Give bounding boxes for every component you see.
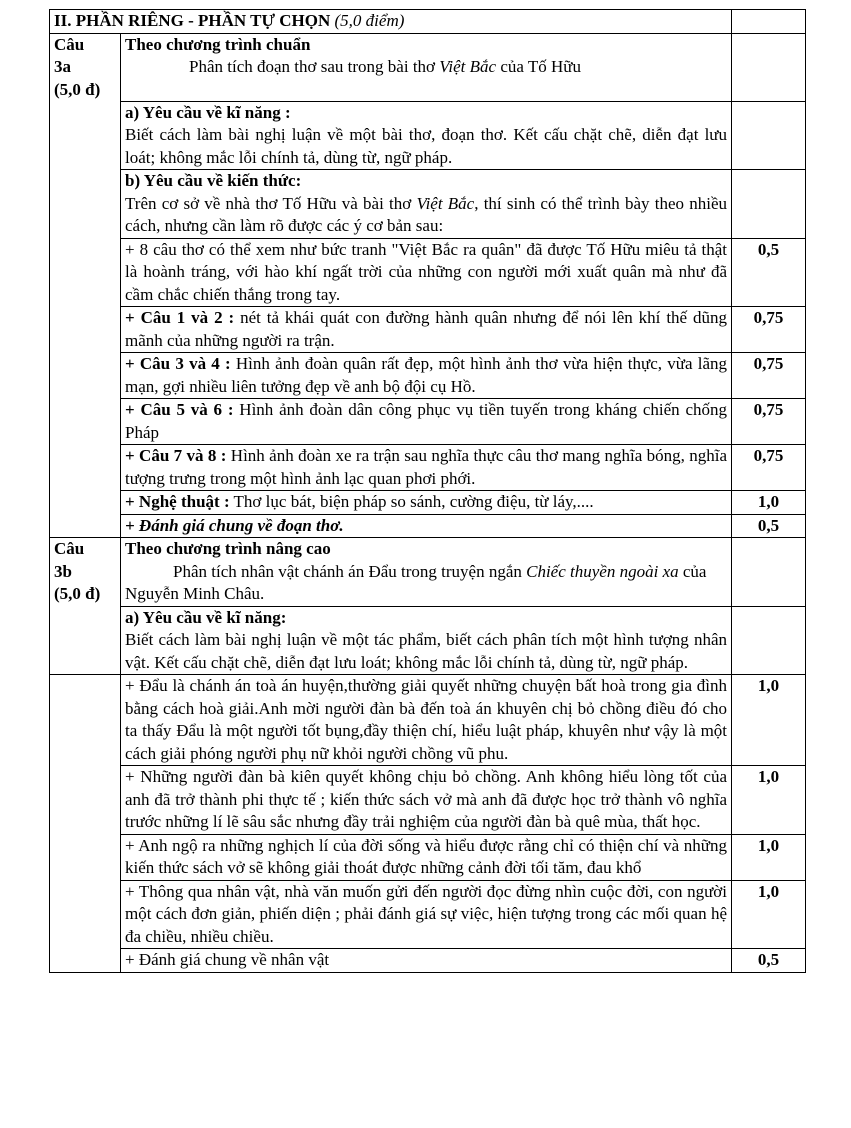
table-row bbox=[50, 834, 806, 880]
table-row bbox=[50, 445, 806, 491]
q3b-prompt: Phân tích nhân vật chánh án Đẩu trong truyện ngắn Chiếc thuyền ngoài xa của Nguyễn Minh Châu. bbox=[125, 561, 707, 603]
q3b-item-text: + Thông qua nhân vật, nhà văn muốn gửi đến người đọc đừng nhìn cuộc đời, con người một cách đơn giản, phiến diện ; phải đánh giá sự việc, hiện tượng trong các mối quan hệ đa chiều, nhiều chiều. bbox=[121, 880, 732, 949]
table-row bbox=[50, 353, 806, 399]
q3a-program-cell bbox=[121, 33, 732, 101]
q3a-skills-cell bbox=[121, 101, 732, 170]
q3b-skills-text: Biết cách làm bài nghị luận về một tác phẩm, biết cách phân tích một hình tượng nhân vật. Kết cấu chặt chẽ, diễn đạt lưu loát; không mắc lỗi chính tả, dùng từ, ngữ pháp. bbox=[125, 630, 728, 672]
q3a-label: Câu bbox=[54, 34, 85, 54]
section-header-row bbox=[50, 10, 806, 34]
q3a-label-cell bbox=[50, 33, 121, 101]
q3b-item-text: + Đẩu là chánh án toà án huyện,thường giải quyết những chuyện bất hoà trong gia đình bằng cách hoà giải.Anh mời người đàn bà đến toà án khuyên chị bỏ chồng điều đó cho ta thấy Đẩu là một người tốt bụng,đầy thiện chí, hiểu luật pháp, khuyên như vậy là một cách giải phóng người phụ nữ khỏi người chồng vũ phu. bbox=[121, 675, 732, 766]
section-title-cell bbox=[50, 10, 732, 34]
q3b-label: Câu bbox=[54, 539, 85, 558]
q3a-item-score: 0,75 bbox=[732, 445, 806, 491]
q3b-label-cell bbox=[50, 538, 121, 607]
table-row bbox=[50, 880, 806, 949]
q3a-item-text: + Câu 7 và 8 : Hình ảnh đoàn xe ra trận sau nghĩa thực câu thơ mang nghĩa bóng, nghĩa tượng trưng trong một hình ảnh lạc quan phơi phới. bbox=[121, 445, 732, 491]
grading-table bbox=[49, 9, 806, 973]
q3a-knowledge-title: b) Yêu cầu về kiến thức: bbox=[125, 171, 302, 190]
section-points: (5,0 điểm) bbox=[334, 11, 405, 30]
table-row bbox=[50, 491, 806, 515]
q3a-knowledge-cell bbox=[121, 170, 732, 239]
q3b-item-score: 1,0 bbox=[732, 834, 806, 880]
q3a-item-score: 0,5 bbox=[732, 514, 806, 538]
q3b-code: 3b bbox=[54, 561, 72, 581]
q3a-skills-text: Biết cách làm bài nghị luận về một bài thơ, đoạn thơ. Kết cấu chặt chẽ, diễn đạt lưu loát; không mắc lỗi chính tả, dùng từ, ngữ pháp. bbox=[125, 125, 728, 167]
q3a-item-text: + 8 câu thơ có thể xem như bức tranh "Việt Bắc ra quân" đã được Tố Hữu miêu tả thật là hoành tráng, với hào khí ngất trời của những con người mới xuất quân mà như đã cầm chắc chiến thắng trong tay. bbox=[121, 238, 732, 307]
q3b-item-score: 0,5 bbox=[732, 949, 806, 973]
q3b-item-text: + Những người đàn bà kiên quyết không chịu bỏ chồng. Anh không hiểu lòng tốt của anh đã trở thành phi thực tế ; kiến thức sách vở mà anh đã được học trở thành vô nghĩa trước những lí lẽ sâu sắc nhưng đầy trải nghiệm của người đàn bà quê mùa, thất học. bbox=[121, 766, 732, 835]
table-row bbox=[50, 675, 806, 766]
q3a-item-score: 0,5 bbox=[732, 238, 806, 307]
q3b-item-text: + Anh ngộ ra những nghịch lí của đời sống và hiểu được rằng chỉ có thiện chí và những kiến thức sách vở sẽ không giải thoát được những cảnh đời tối tăm, đau khổ bbox=[121, 834, 732, 880]
q3a-item-score: 0,75 bbox=[732, 307, 806, 353]
q3a-item-text: + Đánh giá chung về đoạn thơ. bbox=[121, 514, 732, 538]
q3b-item-score: 1,0 bbox=[732, 880, 806, 949]
q3a-program-row bbox=[50, 33, 806, 101]
q3b-skills-cell bbox=[121, 606, 732, 675]
q3a-code: 3a bbox=[54, 57, 71, 76]
q3b-skills-title: a) Yêu cầu về kĩ năng: bbox=[125, 607, 287, 627]
q3a-item-text: + Câu 5 và 6 : Hình ảnh đoàn dân công phục vụ tiền tuyến trong kháng chiến chống Pháp bbox=[121, 399, 732, 445]
q3a-skills-title: a) Yêu cầu về kĩ năng : bbox=[125, 102, 291, 122]
q3b-item-text: + Đánh giá chung về nhân vật bbox=[121, 949, 732, 973]
table-row bbox=[50, 766, 806, 835]
q3b-item-score: 1,0 bbox=[732, 766, 806, 835]
q3b-program-cell bbox=[121, 538, 732, 607]
q3a-skills-row bbox=[50, 101, 806, 170]
table-row bbox=[50, 514, 806, 538]
q3a-item-score: 0,75 bbox=[732, 399, 806, 445]
q3b-program-row bbox=[50, 538, 806, 607]
table-row bbox=[50, 399, 806, 445]
q3a-prompt: Phân tích đoạn thơ sau trong bài thơ Việt Bắc của Tố Hữu bbox=[189, 57, 581, 76]
q3a-points: (5,0 đ) bbox=[54, 79, 101, 99]
section-title: II. PHẦN RIÊNG - PHẦN TỰ CHỌN bbox=[54, 11, 331, 30]
q3b-points: (5,0 đ) bbox=[54, 584, 101, 603]
q3b-program-title: Theo chương trình nâng cao bbox=[125, 539, 331, 558]
table-row bbox=[50, 238, 806, 307]
table-row bbox=[50, 949, 806, 973]
q3b-item-score: 1,0 bbox=[732, 675, 806, 766]
table-row bbox=[50, 307, 806, 353]
q3a-item-score: 1,0 bbox=[732, 491, 806, 515]
empty-score-cell bbox=[732, 10, 806, 34]
q3a-item-text: + Câu 3 và 4 : Hình ảnh đoàn quân rất đẹp, một hình ảnh thơ vừa hiện thực, vừa lãng mạn, gợi nhiều liên tưởng đẹp về anh bộ đội cụ Hồ. bbox=[121, 353, 732, 399]
q3b-skills-row bbox=[50, 606, 806, 675]
q3a-knowledge-row bbox=[50, 170, 806, 239]
q3a-item-score: 0,75 bbox=[732, 353, 806, 399]
q3a-knowledge-text: Trên cơ sở về nhà thơ Tố Hữu và bài thơ Việt Bắc, thí sinh có thể trình bày theo nhiều cách, nhưng cần làm rõ được các ý cơ bản sau: bbox=[125, 193, 728, 235]
q3a-program-title: Theo chương trình chuẩn bbox=[125, 34, 311, 54]
q3a-item-text: + Nghệ thuật : Thơ lục bát, biện pháp so sánh, cường điệu, từ láy,.... bbox=[121, 491, 732, 515]
q3a-item-text: + Câu 1 và 2 : nét tả khái quát con đường hành quân nhưng để nói lên khí thế dũng mãnh của những người ra trận. bbox=[121, 307, 732, 353]
